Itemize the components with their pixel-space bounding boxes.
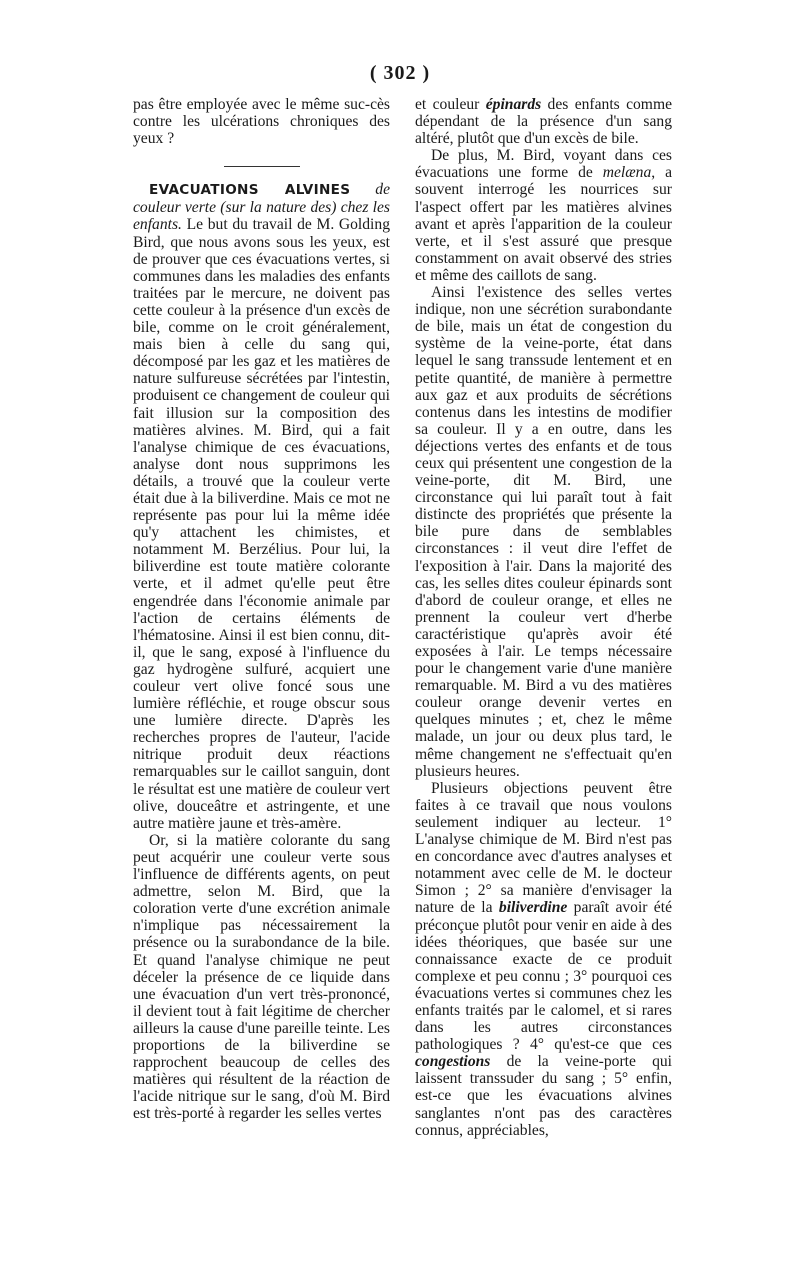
left-column <box>133 96 390 1122</box>
section-paragraph <box>133 181 390 832</box>
right-p4-italic-2: congestions <box>415 1053 491 1071</box>
right-p4-italic-1: biliverdine <box>498 899 568 917</box>
section-divider <box>224 166 300 167</box>
right-p4-b: paraît avoir été préconçue plutôt pour venir en aide à des idées théoriques, que basée sur une connaissance exacte de ce produit complexe et peu connu ; 3° pourquoi ces évacuations vertes si communes chez les enfants traités par le calomel, et si rares dans les autres circonstances pathologiques ? 4° qu'est-ce que ces <box>415 899 672 1054</box>
left-top-fragment: pas être employée avec le même suc-cès contre les ulcérations chroniques des yeux ? <box>133 96 390 148</box>
right-paragraph-3: Ainsi l'existence des selles vertes indique, non une sécrétion surabondante de bile, mais un état de congestion du système de la veine-porte, état dans lequel le sang transsude lentement et en petite quantité, de manière à permettre aux gaz et aux produits de sécrétions contenus dans les intestins de modifier sa couleur. Il y a en outre, dans les déjections vertes des enfants et de tous ceux qui présentent une congestion de la veine-porte, dit M. Bird, une circonstance qui lui paraît tout à fait distincte des propriétés que présente la bile pure dans de semblables circonstances : il veut dire l'effet de l'exposition à l'air. Dans la majorité des cas, les selles dites couleur épinards sont d'abord de couleur orange, et elles ne prennent la couleur vert d'herbe caractéristique qu'après avoir été exposées à l'air. Le temps nécessaire pour le changement varie d'une manière remarquable. M. Bird a vu des matières couleur orange devenir vertes en quelques minutes ; et, chez le même malade, un jour ou deux plus tard, le même changement ne s'effectuait qu'en plusieurs heures. <box>415 284 672 780</box>
right-paragraph-1 <box>415 96 672 147</box>
section-body: Le but du travail de M. Golding Bird, que nous avons sous les yeux, est de prouver que ces évacuations vertes, si communes dans les maladies des enfants traitées par le mercure, ne doivent pas cette couleur à la présence d'un excès de bile, comme on le croit généralement, mais bien à celle du sang qui, décomposé par les gaz et les matières de nature sulfureuse sécrétées par l'intestin, produisent ce changement de couleur qui fait illusion sur la composition des matières alvines. M. Bird, qui a fait l'analyse chimique de ces évacuations, analyse dont nous supprimons les détails, a trouvé que la couleur verte était due à la biliverdine. Mais ce mot ne représente pas pour lui la même idée qu'y attachent les chimistes, et notamment M. Berzélius. Pour lui, la biliverdine est toute matière colorante verte, et il admet qu'elle peut être engendrée dans l'économie animale par l'action de certains éléments de l'hématosine. Ainsi il est bien connu, dit-il, que le sang, exposé à l'influence du gaz hydrogène sulfuré, acquiert une couleur vert olive foncé sous une lumière réfléchie, et rouge obscur sous une lumière directe. D'après les recherches propres de l'auteur, l'acide nitrique produit deux réactions remarquables sur le caillot sanguin, dont le résultat est une matière de couleur vert olive, douceâtre et astringente, et une autre matière jaune et très-amère. <box>133 216 390 832</box>
right-column <box>415 96 672 1139</box>
right-p1-after: des enfants comme dépendant de la présence d'un sang altéré, plutôt que d'un excès de bile. <box>415 96 672 148</box>
section-subtitle-1: de couleur verte ( <box>133 181 390 217</box>
right-p1-italic: épinards <box>485 96 542 113</box>
right-paragraph-4 <box>415 780 672 1139</box>
page-number: ( 302 ) <box>369 62 431 84</box>
right-p4-a: Plusieurs objections peuvent être faites à ce travail que nous voulons seulement indiquer au lecteur. 1° L'analyse chimique de M. Bird n'est pas en concordance avec d'autres analyses et notamment avec celle de M. le docteur Simon ; 2° sa manière d'envisager la nature de la <box>415 779 672 917</box>
section-subtitle-3: ) chez les enfants. <box>133 199 390 234</box>
left-paragraph-2: Or, si la matière colorante du sang peut acquérir une couleur verte sous l'influence de différents agents, on peut admettre, selon M. Bird, que la coloration verte d'une excrétion animale n'implique pas nécessairement la présence ou la surabondance de la bile. Et quand l'analyse chimique ne peut déceler la présence de ce liquide dans une évacuation d'un vert très-prononcé, il devient tout à fait légitime de chercher ailleurs la cause d'une pareille teinte. Les proportions de la biliverdine se rapprochent beaucoup de celles des matières qui résultent de la réaction de l'acide nitrique sur le sang, d'où M. Bird est très-porté à regarder les selles vertes <box>133 831 390 1123</box>
right-p2-italic: melæna <box>602 164 652 182</box>
section-title: EVACUATIONS ALVINES <box>149 182 351 199</box>
section-subtitle-2: sur la nature des <box>225 199 332 217</box>
right-p2-after: , a souvent interrogé les nourrices sur l'aspect offert par les matières alvines avant et après l'apparition de la couleur verte, et il s'est assuré que presque constamment on avait observé des stries et même des caillots de sang. <box>415 164 673 284</box>
right-p4-c: de la veine-porte qui laissent transsuder du sang ; 5° enfin, est-ce que les évacuations alvines sanglantes n'ont pas des caractères connus, appréciables, <box>415 1053 672 1139</box>
right-p2-before: De plus, M. Bird, voyant dans ces évacuations une forme de <box>415 147 672 182</box>
right-p1-before: et couleur <box>415 96 486 113</box>
right-paragraph-2 <box>415 147 672 284</box>
